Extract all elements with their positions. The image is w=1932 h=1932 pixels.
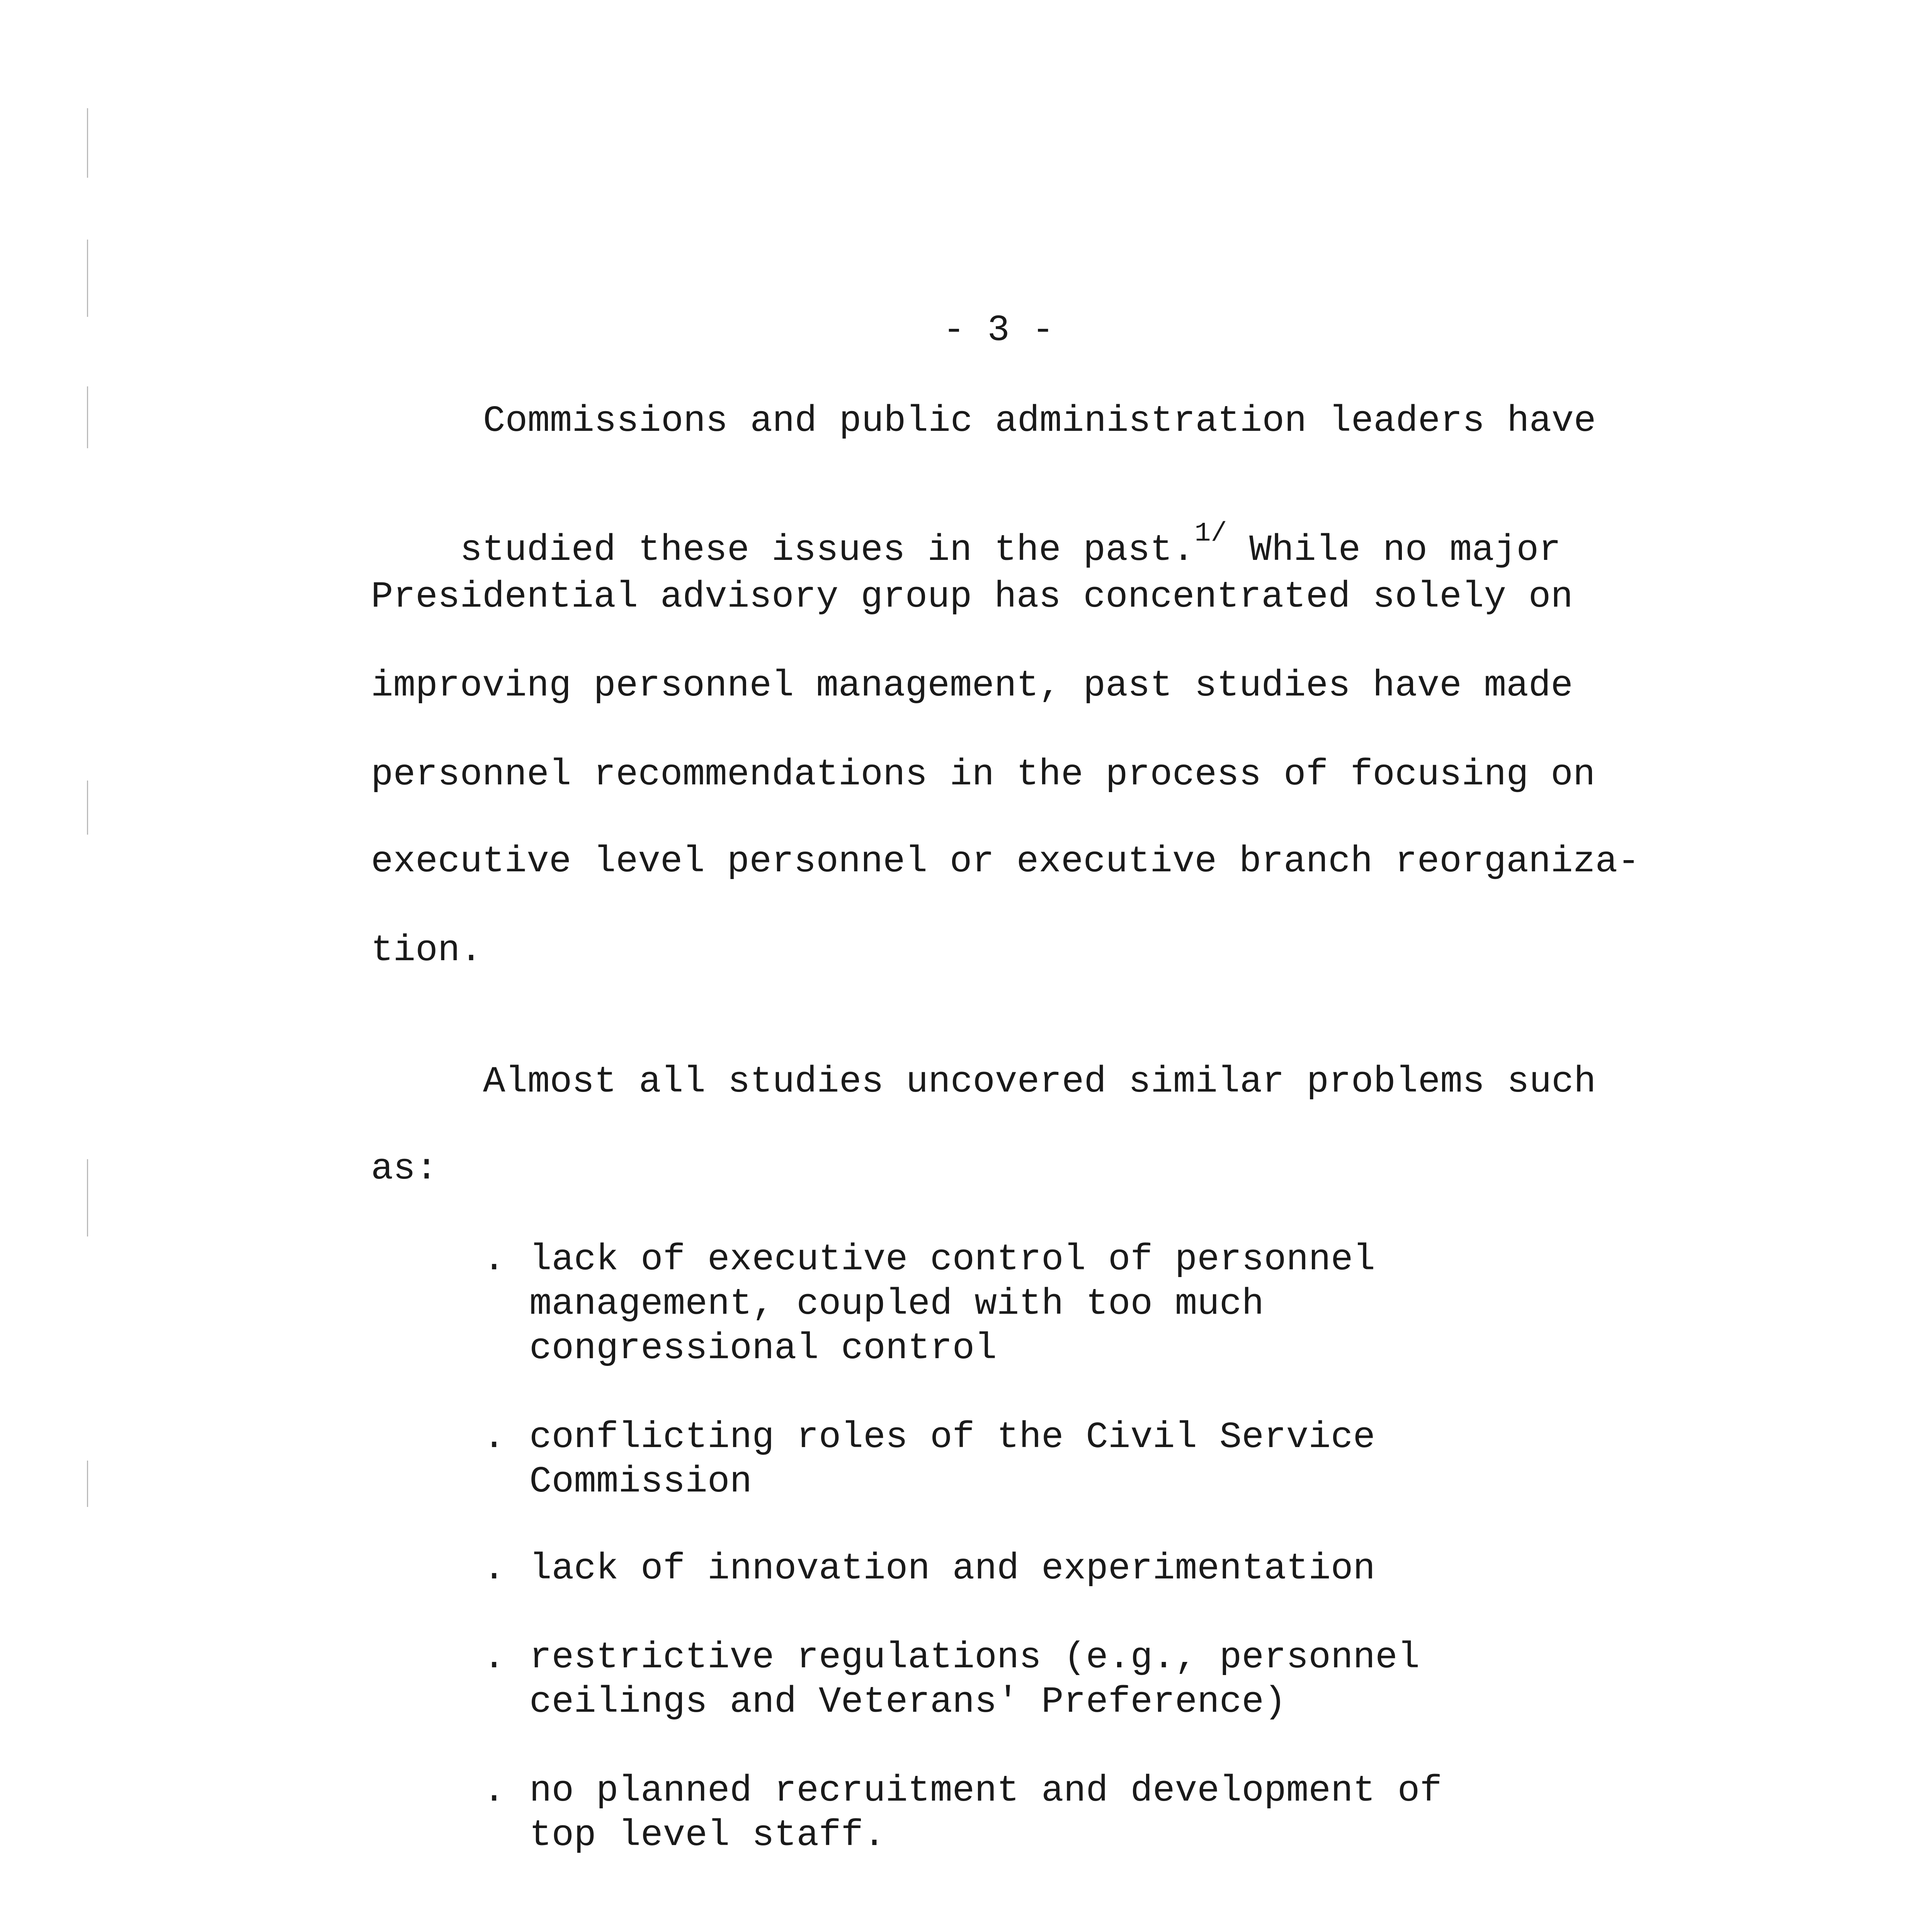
margin-mark	[87, 1159, 88, 1236]
bullet-5-line-1: no planned recruitment and development of	[529, 1770, 1442, 1812]
para2-line-1: Almost all studies uncovered similar problems such	[483, 1061, 1596, 1103]
bullet-dot: .	[483, 1770, 505, 1812]
bullet-3-line-1: lack of innovation and experimentation	[529, 1548, 1376, 1590]
bullet-1-line-1: lack of executive control of personnel	[529, 1238, 1376, 1281]
bullet-4-line-1: restrictive regulations (e.g., personnel	[529, 1636, 1420, 1679]
margin-mark	[87, 781, 88, 835]
para1-line-1: Commissions and public administration leaders have	[483, 400, 1596, 442]
bullet-dot: .	[483, 1416, 505, 1458]
margin-mark	[87, 1461, 88, 1507]
para1-line-4: improving personnel management, past studies have made	[371, 665, 1573, 707]
bullet-dot: .	[483, 1636, 505, 1679]
bullet-dot: .	[483, 1548, 505, 1590]
para1-line-2-text: studied these issues in the past.	[460, 529, 1195, 571]
footnote-ref: 1/	[1194, 519, 1227, 549]
bullet-2-line-2: Commission	[529, 1461, 752, 1503]
para1-line-6: executive level personnel or executive branch reorganiza-	[371, 840, 1640, 883]
para1-line-2-tail: While no major	[1249, 529, 1561, 571]
bullet-1-line-2: management, coupled with too much	[529, 1283, 1264, 1325]
bullet-2-line-1: conflicting roles of the Civil Service	[529, 1416, 1376, 1458]
para2-line-2: as:	[371, 1148, 438, 1190]
para1-line-5: personnel recommendations in the process of focusing on	[371, 753, 1595, 796]
margin-mark	[87, 386, 88, 448]
para1-line-7: tion.	[371, 929, 483, 971]
bullet-1-line-3: congressional control	[529, 1327, 997, 1369]
bullet-4-line-2: ceilings and Veterans' Preference)	[529, 1681, 1286, 1723]
margin-mark	[87, 108, 88, 178]
margin-mark	[87, 240, 88, 317]
bullet-5-line-2: top level staff.	[529, 1814, 886, 1856]
para1-line-3: Presidential advisory group has concentrated solely on	[371, 576, 1573, 618]
page-number: - 3 -	[943, 309, 1054, 351]
bullet-dot: .	[483, 1238, 505, 1281]
